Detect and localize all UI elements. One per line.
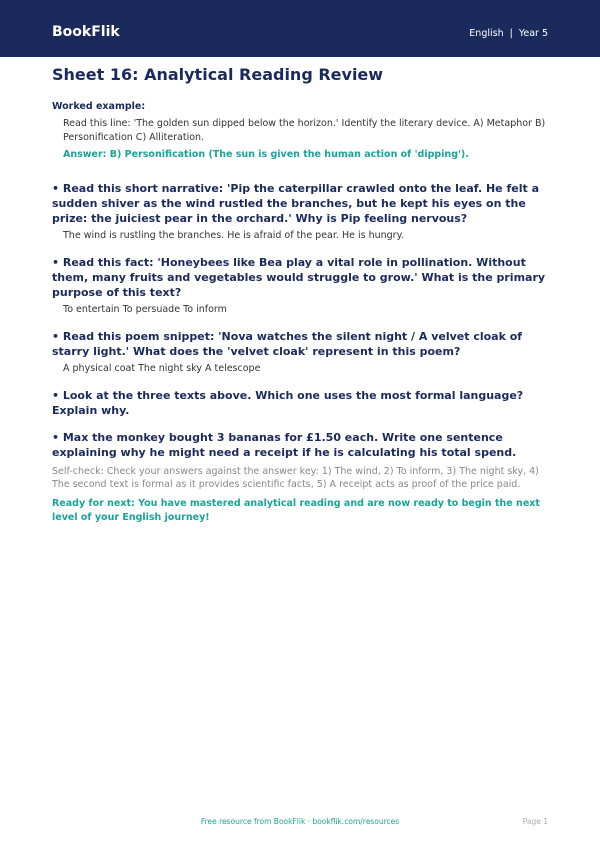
question-text: • Look at the three texts above. Which one uses the most formal language? Explain why. — [52, 389, 524, 417]
question-4 — [52, 388, 552, 418]
page-title: Sheet 16: Analytical Reading Review — [52, 65, 384, 84]
question-options: To entertain To persuade To inform — [63, 304, 227, 315]
separator: | — [509, 28, 513, 39]
self-check: Self-check: Check your answers against the answer key: 1) The wind, 2) To inform, 3) The night sky, 4) The second text is formal as it provides scientific facts, 5) A receipt acts as proof of the price paid. — [52, 466, 539, 490]
question-5 — [52, 430, 552, 460]
question-text: • Read this fact: 'Honeybees like Bea play a vital role in pollination. Without them, many fruits and vegetables would struggle to grow.' What is the primary purpose of this text? — [52, 256, 546, 299]
worked-example-label: Worked example: — [52, 101, 146, 112]
footer-credit: Free resource from BookFlik · bookflik.com/resources — [200, 817, 400, 826]
question-options: A physical coat The night sky A telescope — [63, 363, 261, 374]
question-3 — [52, 329, 552, 374]
ready-next: Ready for next: You have mastered analytical reading and are now ready to begin the next level of your English journey! — [52, 498, 540, 523]
question-1 — [52, 181, 552, 241]
worked-example — [52, 101, 552, 160]
worksheet-content — [52, 65, 552, 525]
header-bar — [0, 0, 600, 57]
year-label: Year 5 — [518, 28, 548, 39]
question-text: • Read this poem snippet: 'Nova watches the silent night / A velvet cloak of starry light.' What does the 'velvet cloak' represent in this poem? — [52, 330, 523, 358]
worked-example-text: Read this line: 'The golden sun dipped below the horizon.' Identify the literary device. A) Metaphor B) Personification C) Alliteration. — [63, 118, 546, 143]
question-options: The wind is rustling the branches. He is afraid of the pear. He is hungry. — [63, 230, 404, 241]
question-text: • Read this short narrative: 'Pip the caterpillar crawled onto the leaf. He felt a sudden shiver as the wind rustled the branches, but he kept his eyes on the prize: the juiciest pear in the orchard.' Why is Pip feeling nervous? — [52, 182, 539, 225]
page-number: Page 1 — [522, 817, 548, 826]
question-text: • Max the monkey bought 3 bananas for £1.50 each. Write one sentence explaining why he might need a receipt if he is calculating his total spend. — [52, 431, 517, 459]
subject-label: English — [469, 28, 504, 39]
brand-logo: BookFlik — [52, 24, 120, 40]
subject-year — [469, 28, 548, 39]
question-2 — [52, 255, 552, 315]
worked-example-answer: Answer: B) Personification (The sun is given the human action of 'dipping'). — [63, 149, 469, 160]
